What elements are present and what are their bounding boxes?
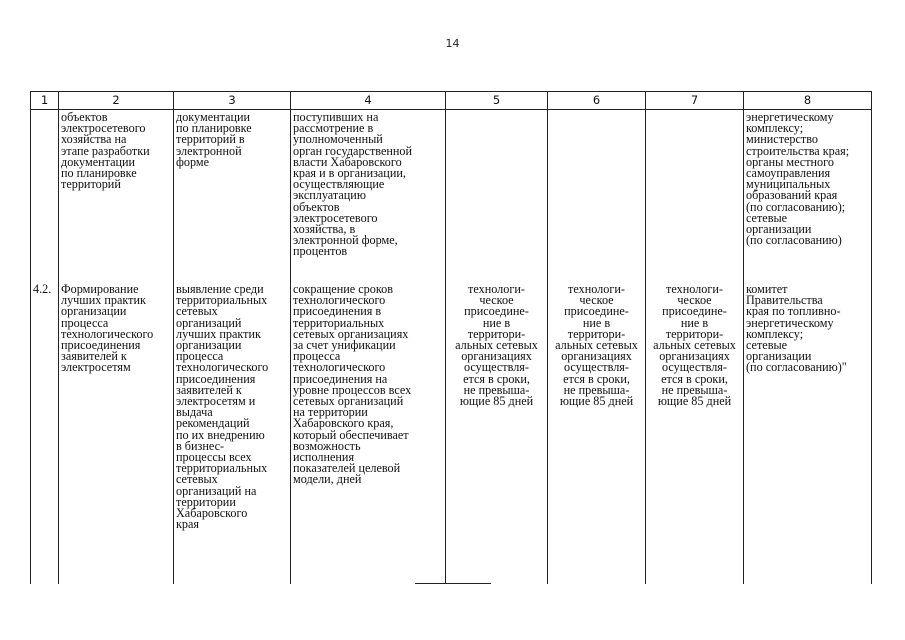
column-header-1: 1	[31, 92, 59, 110]
cell-responsible: энергетическому комплексу; министерство строительства края; органы местного самоуправления муниципальных образований края (по согласованию); сетевые организации (по согласованию)	[744, 110, 872, 281]
cell-measure-name: объектов электросетевого хозяйства на этапе разработки документации по планировке территорий	[59, 110, 174, 281]
column-header-2: 2	[59, 92, 174, 110]
cell-value-7: технологи- ческое присоедине- ние в территори- альных сетевых организациях осуществля- ется в сроки, не превыша- ющие 85 дней	[646, 280, 744, 584]
cell-value-7	[646, 110, 744, 281]
column-header-8: 8	[744, 92, 872, 110]
cell-value-5: технологи- ческое присоедине- ние в территори- альных сетевых организациях осуществля- ется в сроки, не превыша- ющие 85 дней	[446, 280, 548, 584]
cell-value-5	[446, 110, 548, 281]
cell-number	[31, 110, 59, 281]
table-row	[31, 280, 872, 584]
cell-indicator: сокращение сроков технологического присоединения в территориальных сетевых организациях за счет унификации процесса технологического присоединения на уровне процессов всех сетевых организаций на территории Хабаровского края, который обеспечивает возможность исполнения показателей целевой модели, дней	[291, 280, 446, 584]
cell-measure-content: выявление среди территориальных сетевых организаций лучших практик организации процесса технологического присоединения заявителей к электросетям и выдача рекомендаций по их внедрению в бизнес- процессы всех территориальных сетевых организаций на территории Хабаровского края	[174, 280, 291, 584]
cell-indicator: поступивших на рассмотрение в уполномоченный орган государственной власти Хабаровского края и в организации, осуществляющие эксплуатацию объектов электросетевого хозяйства, в электронной форме, процентов	[291, 110, 446, 281]
column-header-3: 3	[174, 92, 291, 110]
column-header-6: 6	[548, 92, 646, 110]
table-row	[31, 110, 872, 281]
column-header-5: 5	[446, 92, 548, 110]
cell-value-6: технологи- ческое присоедине- ние в территори- альных сетевых организациях осуществля- ется в сроки, не превыша- ющие 85 дней	[548, 280, 646, 584]
column-header-7: 7	[646, 92, 744, 110]
footnote-separator	[415, 583, 491, 584]
measures-table	[30, 91, 872, 584]
cell-responsible: комитет Правительства края по топливно- энергетическому комплексу; сетевые организации (по согласованию)"	[744, 280, 872, 584]
table-header-row	[31, 92, 872, 110]
column-header-4: 4	[291, 92, 446, 110]
cell-measure-name: Формирование лучших практик организации процесса технологического присоединения заявителей к электросетям	[59, 280, 174, 584]
page-number: 14	[445, 37, 460, 50]
cell-value-6	[548, 110, 646, 281]
cell-measure-content: документации по планировке территорий в электронной форме	[174, 110, 291, 281]
cell-number: 4.2.	[31, 280, 59, 584]
